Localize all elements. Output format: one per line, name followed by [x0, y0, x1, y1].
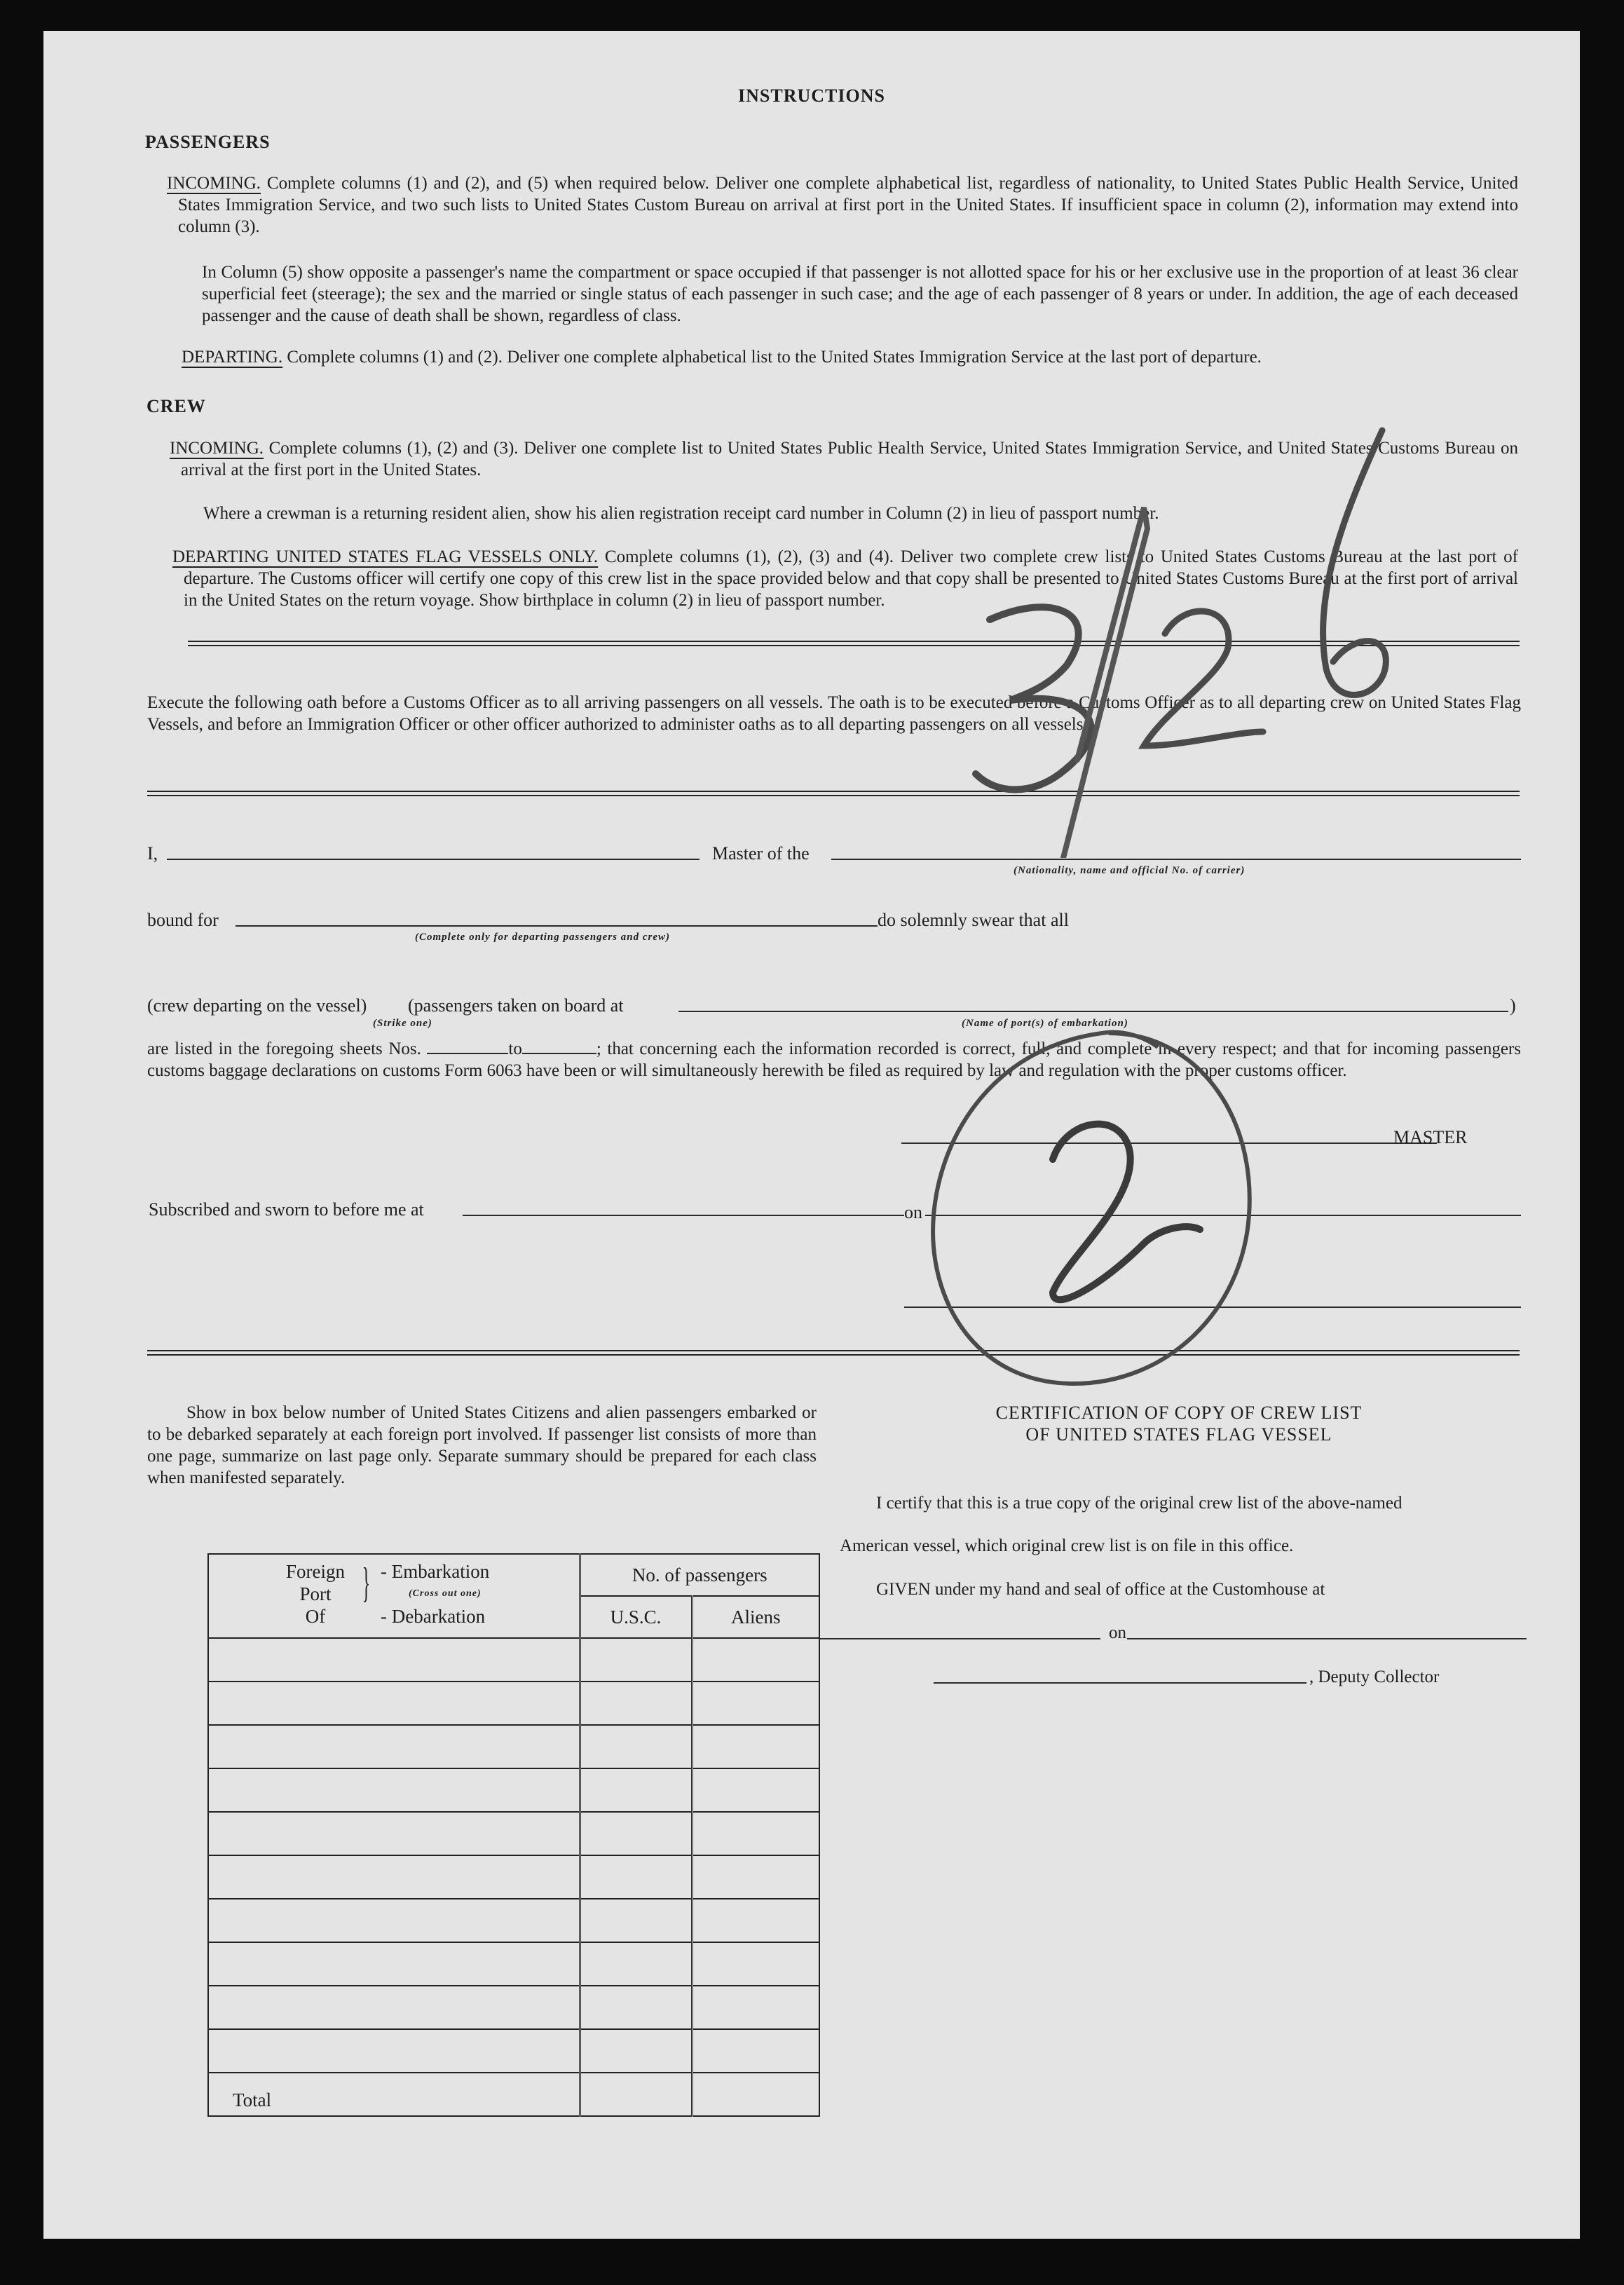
certification-given: GIVEN under my hand and seal of office at the Customhouse at — [876, 1580, 1325, 1599]
aliens-cell[interactable] — [692, 1812, 819, 1855]
port-cell[interactable] — [208, 1725, 580, 1768]
port-cell[interactable] — [208, 1768, 580, 1812]
sheet-to-field[interactable] — [522, 1040, 596, 1054]
carrier-field[interactable] — [831, 859, 1521, 860]
usc-cell[interactable] — [580, 1682, 692, 1725]
usc-cell[interactable] — [580, 1855, 692, 1899]
crew-departing-option: (crew departing on the vessel) — [147, 995, 367, 1016]
usc-cell[interactable] — [580, 1725, 692, 1768]
aliens-cell[interactable] — [692, 2029, 819, 2073]
usc-cell[interactable] — [580, 1638, 692, 1682]
port-header-cell — [208, 1554, 580, 1638]
header-of: Of — [305, 1606, 326, 1627]
deputy-signature-field[interactable] — [934, 1682, 1306, 1684]
master-of-label: Master of the — [712, 843, 810, 864]
passengers-incoming: INCOMING. Complete columns (1) and (2), and (5) when required below. Deliver one complete alphabetical list, regardless of nationality, to United States Public Health Service, United States Immigration Service, and two such lists to United States Custom Bureau on arrival at first port in the United States. If insufficient space in column (2), information may extend into column (3). — [167, 174, 1519, 236]
divider-1 — [188, 641, 1520, 646]
aliens-cell[interactable] — [692, 1855, 819, 1899]
port-cell[interactable] — [208, 1986, 580, 2029]
table-row — [208, 1682, 819, 1725]
usc-cell[interactable] — [580, 1899, 692, 1942]
customhouse-field[interactable] — [819, 1638, 1100, 1639]
bound-note: (Complete only for departing passengers and crew) — [415, 932, 670, 943]
aliens-cell[interactable] — [692, 1942, 819, 1986]
crew-departing-label: DEPARTING UNITED STATES FLAG VESSELS ONLY. — [172, 547, 599, 566]
close-paren: ) — [1510, 995, 1516, 1016]
oath-listed-text: are listed in the foregoing sheets Nos. to ; that concerning each the information recorded is correct, full, and complete in every respect; and that for incoming passengers customs baggage declarations on customs Form 6063 have been or will simultaneously herewith be filed as required by law and regulation with the proper customs officer. — [147, 1039, 1521, 1080]
port-cell[interactable] — [208, 1899, 580, 1942]
passengers-incoming-label: INCOMING. — [167, 174, 261, 193]
deputy-collector-label: , Deputy Collector — [1309, 1667, 1440, 1686]
passengers-title: PASSENGERS — [145, 132, 271, 152]
passengers-on-board-option: (passengers taken on board at — [408, 995, 624, 1016]
subscribed-label: Subscribed and sworn to before me at — [149, 1199, 424, 1220]
table-row — [208, 2029, 819, 2073]
table-row — [208, 1899, 819, 1942]
certification-text-1: I certify that this is a true copy of the original crew list of the above-named — [876, 1494, 1403, 1513]
nationality-note: (Nationality, name and official No. of carrier) — [1014, 865, 1246, 876]
crew-resident-alien: Where a crewman is a returning resident alien, show his alien registration receipt card number in Column (2) in lieu of passport number. — [203, 504, 1159, 523]
passengers-column5: In Column (5) show opposite a passenger's name the compartment or space occupied if that passenger is not allotted space for his or her exclusive use in the proportion of at least 36 clear superficial feet (steerage); the sex and the married or single status of each passenger in such case; and the age of each passenger of 8 years or under. In addition, the age of each deceased passenger and the cause of death shall be shown, regardless of class. — [202, 263, 1518, 325]
aliens-cell[interactable] — [692, 1986, 819, 2029]
total-label: Total — [208, 2073, 580, 2116]
passengers-departing-label: DEPARTING. — [182, 348, 283, 367]
embarkation-ports-field[interactable] — [678, 1011, 1508, 1012]
aliens-cell[interactable] — [692, 1899, 819, 1942]
officer-signature-field[interactable] — [904, 1307, 1521, 1308]
master-label: MASTER — [1393, 1127, 1468, 1147]
usc-cell[interactable] — [580, 1986, 692, 2029]
table-row — [208, 1812, 819, 1855]
port-cell[interactable] — [208, 1855, 580, 1899]
certification-text-2: American vessel, which original crew list is on file in this office. — [840, 1536, 1294, 1555]
summary-instructions: Show in box below number of United States Citizens and alien passengers embarked or to be debarked separately at each foreign port involved. If passenger list consists of more than one page, summarize on last page only. Separate summary should be prepared for each class when manifested separately. — [147, 1403, 817, 1487]
total-usc-cell[interactable] — [580, 2073, 692, 2116]
port-cell[interactable] — [208, 1812, 580, 1855]
form-page — [43, 31, 1580, 2239]
certification-title-2: OF UNITED STATES FLAG VESSEL — [1025, 1424, 1332, 1445]
table-row — [208, 1768, 819, 1812]
divider-2 — [147, 791, 1520, 796]
table-row — [208, 1638, 819, 1682]
crew-title: CREW — [146, 396, 206, 416]
usc-cell[interactable] — [580, 1768, 692, 1812]
sworn-place-field[interactable] — [463, 1215, 904, 1216]
header-aliens: Aliens — [692, 1596, 819, 1638]
certification-date-field[interactable] — [1127, 1638, 1527, 1639]
total-aliens-cell[interactable] — [692, 2073, 819, 2116]
table-row — [208, 1725, 819, 1768]
header-debarkation: - Debarkation — [381, 1606, 486, 1627]
aliens-cell[interactable] — [692, 1638, 819, 1682]
header-cross-out: (Cross out one) — [409, 1588, 482, 1599]
ports-note: (Name of port(s) of embarkation) — [962, 1018, 1128, 1029]
page-heading: INSTRUCTIONS — [738, 86, 885, 106]
oath-intro: Execute the following oath before a Customs Officer as to all arriving passengers on all vessels. The oath is to be executed before a Customs Officer as to all departing crew on United States Flag Vessels, and before an Immigration Officer or other officer authorized to administer oaths as to all departing passengers on all vessels. — [147, 693, 1521, 734]
crew-departing: DEPARTING UNITED STATES FLAG VESSELS ONLY. Complete columns (1), (2), (3) and (4). Deliver two complete crew lists to United States Customs Bureau at the last port of departure. The Customs officer will certify one copy of this crew list in the space provided below and that copy shall be presented to United States Customs Bureau at the first port of arrival in the United States on the return voyage. Show birthplace in column (2) in lieu of passport number. — [172, 547, 1519, 610]
header-usc: U.S.C. — [580, 1596, 692, 1638]
port-cell[interactable] — [208, 1638, 580, 1682]
table-row — [208, 1986, 819, 2029]
usc-cell[interactable] — [580, 2029, 692, 2073]
table-row — [208, 1855, 819, 1899]
bound-for-field[interactable] — [236, 925, 878, 927]
divider-3 — [147, 1350, 1520, 1356]
swear-label: do solemnly swear that all — [878, 910, 1069, 930]
bracket-glyph: } — [362, 1560, 371, 1606]
sworn-on-label: on — [904, 1202, 922, 1222]
oath-i-label: I, — [147, 843, 158, 864]
aliens-cell[interactable] — [692, 1725, 819, 1768]
header-no-passengers: No. of passengers — [580, 1554, 819, 1596]
usc-cell[interactable] — [580, 1942, 692, 1986]
certification-on-label: on — [1109, 1623, 1126, 1642]
svg-text:3/26: 3/26 — [934, 381, 935, 382]
master-signature-field[interactable] — [901, 1142, 1437, 1144]
crew-incoming: INCOMING. Complete columns (1), (2) and (3). Deliver one complete list to United States Public Health Service, United States Immigration Service, and United States Customs Bureau on arrival at the first port in the United States. — [170, 439, 1518, 479]
port-cell[interactable] — [208, 1942, 580, 1986]
port-cell[interactable] — [208, 1682, 580, 1725]
aliens-cell[interactable] — [692, 1768, 819, 1812]
aliens-cell[interactable] — [692, 1682, 819, 1725]
certification-title-1: CERTIFICATION OF COPY OF CREW LIST — [995, 1403, 1363, 1423]
header-embarkation: - Embarkation — [381, 1561, 490, 1582]
passengers-departing: DEPARTING. Complete columns (1) and (2). Deliver one complete alphabetical list to the United States Immigration Service at the last port of departure. — [182, 348, 1262, 367]
passenger-summary-table — [207, 1553, 820, 2117]
strike-note: (Strike one) — [373, 1018, 432, 1029]
usc-cell[interactable] — [580, 1812, 692, 1855]
table-row — [208, 1942, 819, 1986]
port-cell[interactable] — [208, 2029, 580, 2073]
sheet-from-field[interactable] — [427, 1040, 508, 1054]
sworn-date-field[interactable] — [925, 1215, 1521, 1216]
header-port: Port — [299, 1583, 332, 1604]
master-name-field[interactable] — [167, 859, 700, 860]
crew-incoming-label: INCOMING. — [170, 439, 264, 458]
header-foreign: Foreign — [286, 1561, 345, 1582]
bound-for-label: bound for — [147, 910, 219, 930]
